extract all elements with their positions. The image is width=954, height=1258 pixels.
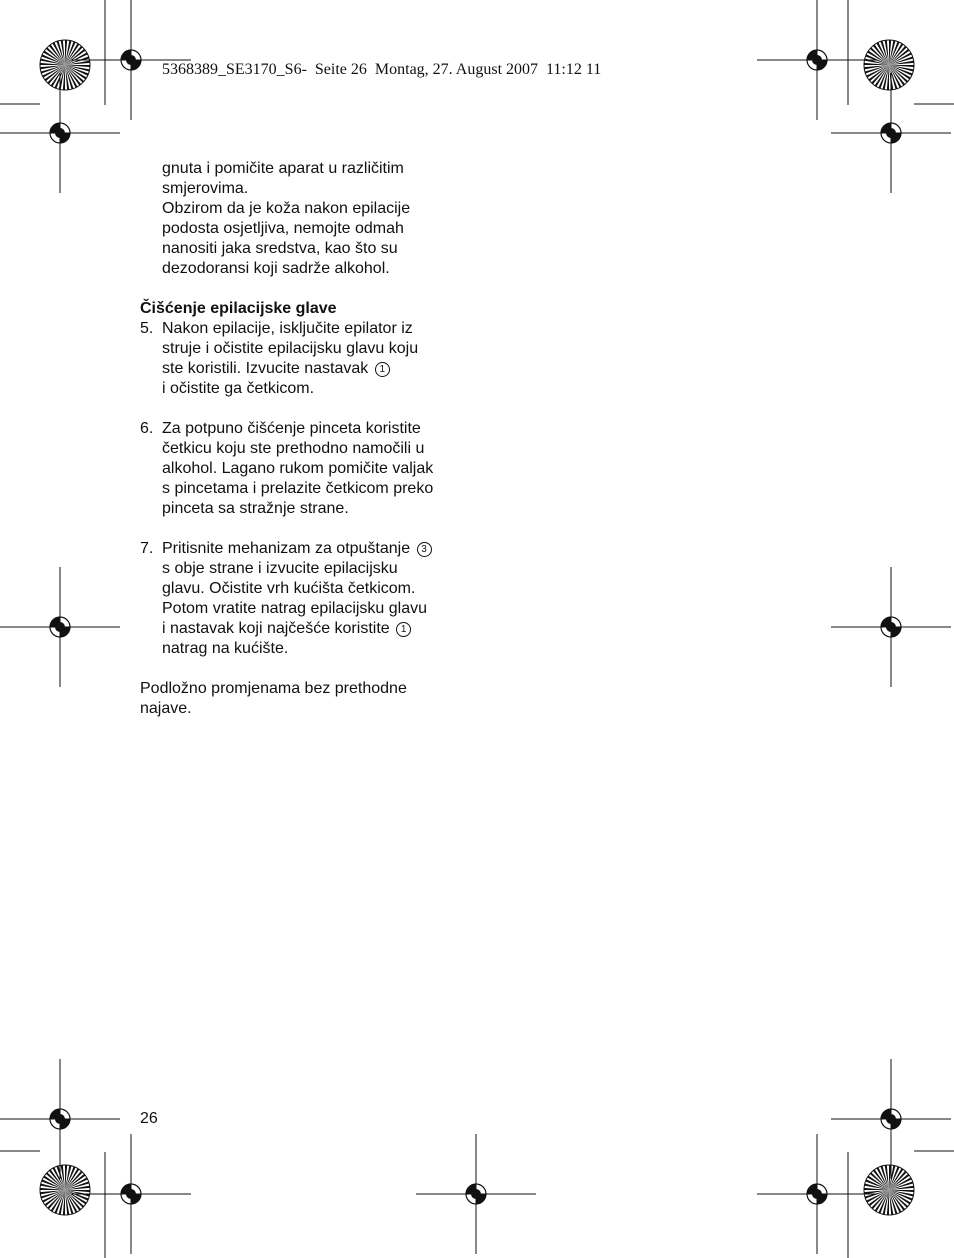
text-line: natrag na kućište. xyxy=(162,640,289,657)
registration-crosshair-icon xyxy=(831,567,951,687)
intro-paragraph xyxy=(140,159,470,279)
text-line: s obje strane i izvucite epilacijsku xyxy=(162,560,398,577)
registration-crosshair-icon xyxy=(831,1059,951,1179)
section-heading: Čišćenje epilacijske glave xyxy=(140,300,337,317)
text-line: Pritisnite mehanizam za otpuštanje xyxy=(162,540,411,557)
item-number: 5. xyxy=(140,320,154,337)
text-line: dezodoransi koji sadrže alkohol. xyxy=(162,260,390,277)
text-line: pinceta sa stražnje strane. xyxy=(162,500,349,517)
circled-number-ref: 1 xyxy=(375,362,390,377)
text-line: Potom vratite natrag epilacijsku glavu xyxy=(162,600,428,617)
text-line: ste koristili. Izvucite nastavak xyxy=(162,360,369,377)
registration-starburst-icon xyxy=(40,1165,90,1215)
registration-starburst-icon xyxy=(864,1165,914,1215)
registration-crosshair-icon xyxy=(757,1134,877,1254)
item-number: 6. xyxy=(140,420,154,437)
circled-number-ref: 1 xyxy=(396,622,411,637)
text-line: Za potpuno čišćenje pinceta koristite xyxy=(162,420,421,437)
text-line: Podložno promjenama bez prethodne xyxy=(140,680,407,697)
registration-starburst-icon xyxy=(40,40,90,90)
item-number: 7. xyxy=(140,540,154,557)
registration-crosshair-icon xyxy=(416,1134,536,1254)
text-line: četkicu koju ste prethodno namočili u xyxy=(162,440,425,457)
text-line: podosta osjetljiva, nemojte odmah xyxy=(162,220,404,237)
text-line: smjerovima. xyxy=(162,180,249,197)
disclaimer-note xyxy=(140,679,470,719)
text-line: gnuta i pomičite aparat u različitim xyxy=(162,160,404,177)
registration-starburst-icon xyxy=(864,40,914,90)
text-line: Obzirom da je koža nakon epilacije xyxy=(162,200,411,217)
text-line: alkohol. Lagano rukom pomičite valjak xyxy=(162,460,434,477)
registration-crosshair-icon xyxy=(831,73,951,193)
text-line: Nakon epilacije, isključite epilator iz xyxy=(162,320,413,337)
list-item-7 xyxy=(140,539,470,659)
text-line: struje i očistite epilacijsku glavu koju xyxy=(162,340,419,357)
text-line: najave. xyxy=(140,700,192,717)
registration-crosshair-icon xyxy=(71,1134,191,1254)
registration-crosshair-icon xyxy=(0,567,120,687)
registration-crosshair-icon xyxy=(757,0,877,120)
registration-crosshair-icon xyxy=(0,1059,120,1179)
circled-number-ref: 3 xyxy=(417,542,432,557)
list-item-5 xyxy=(140,319,470,399)
text-line: glavu. Očistite vrh kućišta četkicom. xyxy=(162,580,416,597)
list-item-6 xyxy=(140,419,470,519)
document-body xyxy=(140,159,470,719)
page-number: 26 xyxy=(140,1110,158,1127)
text-line: nanositi jaka sredstva, kao što su xyxy=(162,240,398,257)
text-line: i očistite ga četkicom. xyxy=(162,380,315,397)
registration-crosshair-icon xyxy=(0,73,120,193)
text-line: i nastavak koji najčešće koristite xyxy=(162,620,390,637)
text-line: s pincetama i prelazite četkicom preko xyxy=(162,480,434,497)
print-header: 5368389_SE3170_S6- Seite 26 Montag, 27. August 2007 11:12 11 xyxy=(162,61,602,78)
